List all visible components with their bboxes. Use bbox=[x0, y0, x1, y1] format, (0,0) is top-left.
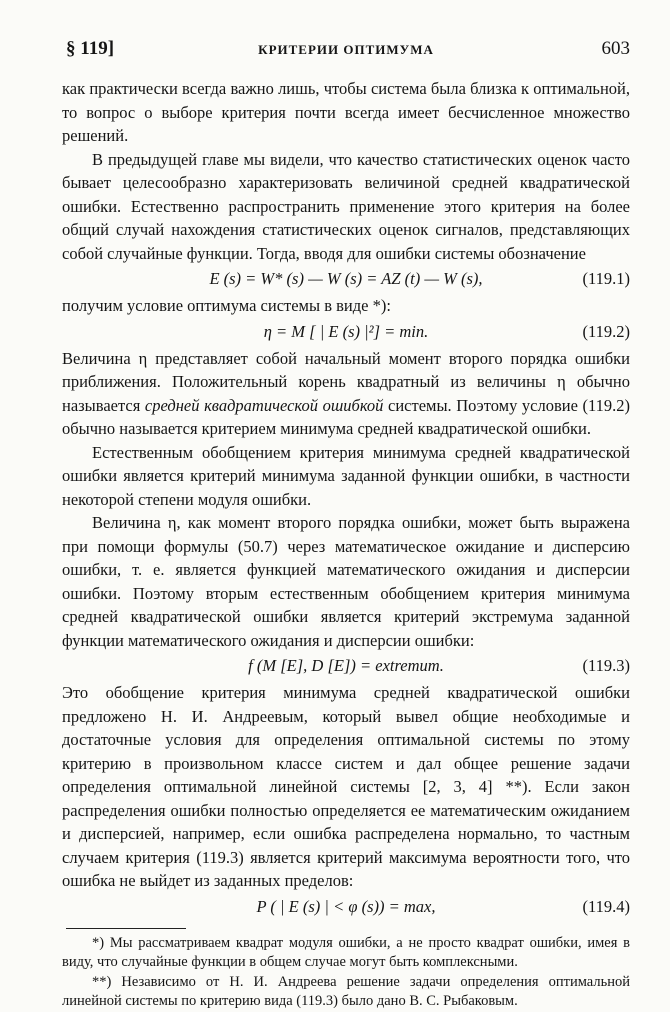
text-run: Величина η представляет собой начальный момент второго порядка ошибки приближения. Положительный корень квадратный из величины η обычно называется bbox=[62, 348, 630, 415]
equation-number: (119.3) bbox=[582, 656, 630, 675]
footnote: **) Независимо от Н. И. Андреева решение задачи определения оптимальной линейной системы по критерию вида (119.3) было дано В. С. Рыбаковым. bbox=[62, 973, 630, 1009]
footnote: *) Мы рассматриваем квадрат модуля ошибки, а не просто квадрат ошибки, имея в виду, что случайные функции в общем случае могут быть комплексными. bbox=[62, 934, 630, 970]
text-run: системы. Поэтому условие (119.2) обычно называется критерием минимума средней квадратической ошибки. bbox=[62, 395, 630, 438]
equation-119-4 bbox=[62, 895, 630, 919]
paragraph: В предыдущей главе мы видели, что качество статистических оценок часто бывает целесообразно характеризовать величиной средней квадратической ошибки. Естественно распространить применение этого критерия на более общий случай нахождения статистических оценок сигналов, представляющих собой случайные функции. Тогда, вводя для ошибки системы обозначение bbox=[62, 149, 630, 263]
equation-expression: P ( | E (s) | < φ (s)) = max, bbox=[256, 896, 436, 916]
equation-119-1 bbox=[62, 267, 630, 291]
equation-number: (119.4) bbox=[582, 896, 630, 916]
book-page bbox=[62, 30, 630, 1012]
running-header bbox=[62, 30, 630, 60]
paragraph bbox=[62, 347, 630, 441]
paragraph: Это обобщение критерия минимума средней квадратической ошибки предложено Н. И. Андреевым, который вывел общие необходимые и достаточные условия для определения оптимальной системы по этому критерию в произвольном классе систем и дал общее решение задачи определения оптимальной линейной системы [2, 3, 4] **). Если закон распределения ошибки полностью определяется ее математическим ожиданием и дисперсией, например, если ошибка распределена нормально, то частным случаем критерия (119.3) является критерий максимума вероятности того, что ошибка не выйдет из заданных пределов: bbox=[62, 683, 630, 890]
equation-expression: f (M [E], D [E]) = extremum. bbox=[248, 656, 444, 675]
footnote-divider bbox=[66, 928, 186, 929]
page-number: 603 bbox=[601, 38, 630, 59]
running-title: КРИТЕРИИ ОПТИМУМА bbox=[258, 42, 434, 57]
paragraph: получим условие оптимума системы в виде *): bbox=[62, 296, 391, 315]
paragraph: Естественным обобщением критерия минимума средней квадратической ошибки является критерий минимума заданной функции ошибки, в частности некоторой степени модуля ошибки. bbox=[62, 442, 630, 509]
equation-number: (119.1) bbox=[582, 269, 630, 288]
equation-expression: E (s) = W* (s) — W (s) = AZ (t) — W (s), bbox=[209, 269, 483, 288]
italic-term: средней квадратической ошибкой bbox=[144, 395, 384, 415]
main-text bbox=[62, 77, 630, 919]
paragraph: как практически всегда важно лишь, чтобы система была близка к оптимальной, то вопрос о выборе критерия почти всегда имеет бесчисленное множество решений. bbox=[62, 79, 630, 145]
paragraph: Величина η, как момент второго порядка ошибки, может быть выражена при помощи формулы (50.7) через математическое ожидание и дисперсию ошибки, т. е. является функцией математического ожидания и дисперсии ошибки. Поэтому вторым естественным обобщением критерия минимума средней квадратической ошибки является критерий экстремума заданной функции математического ожидания и дисперсии ошибки: bbox=[62, 513, 630, 650]
equation-number: (119.2) bbox=[582, 321, 630, 341]
equation-119-3 bbox=[62, 654, 630, 678]
section-marker: § 119] bbox=[66, 38, 115, 59]
equation-expression: η = M [ | E (s) |²] = min. bbox=[263, 321, 429, 341]
equation-119-2 bbox=[62, 320, 630, 344]
